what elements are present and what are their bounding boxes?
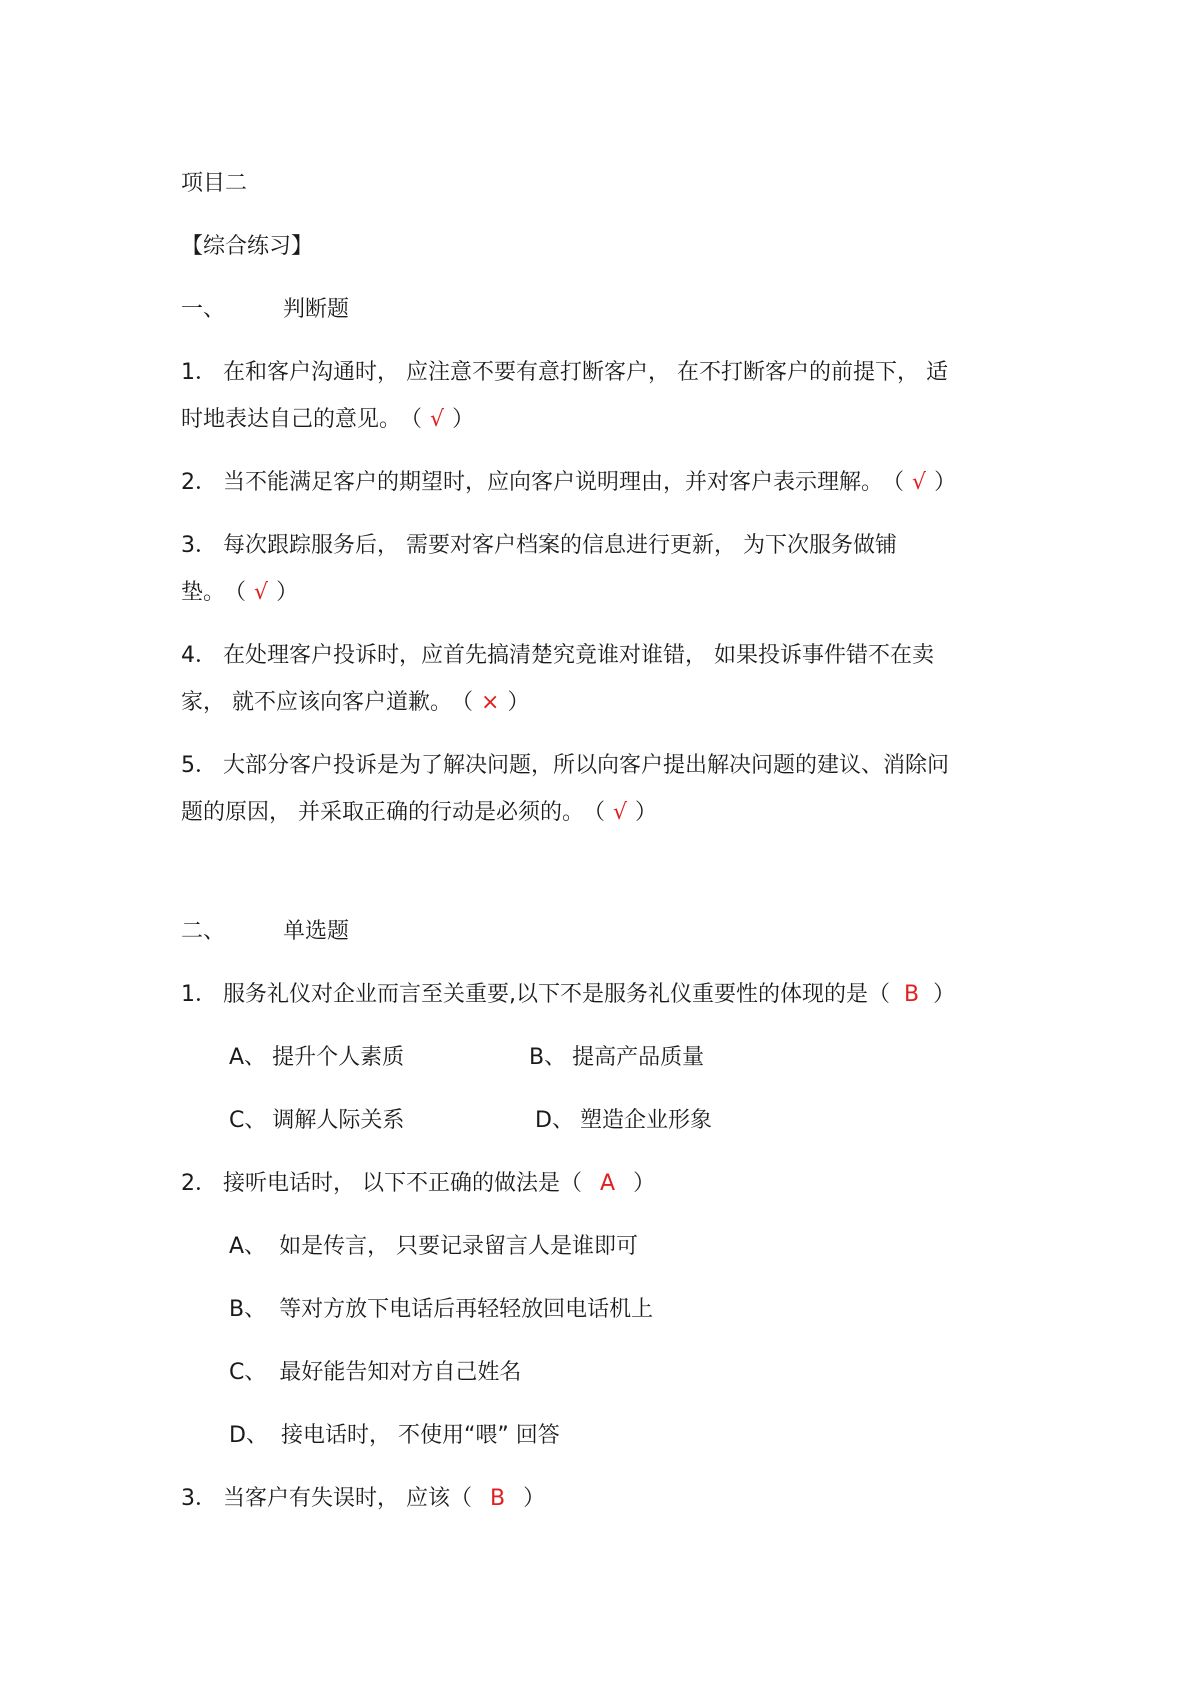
part1-heading bbox=[181, 286, 1021, 333]
tf-question-4-number: 4． bbox=[181, 643, 217, 668]
project-title: 项目二 bbox=[181, 171, 248, 196]
option-letter: B、 bbox=[529, 1045, 567, 1070]
mc-question-2-option-d bbox=[181, 1412, 1021, 1459]
paren-open: （ bbox=[450, 1486, 473, 1511]
part1-title: 判断题 bbox=[283, 297, 350, 322]
paren-open: （ bbox=[235, 580, 247, 605]
paren-close: ） bbox=[507, 690, 530, 715]
mc-question-1-number: 1． bbox=[181, 982, 217, 1007]
tf-question-5-text-line1: 大部分客户投诉是为了解决问题，所以向客户提出解决问题的建议、消除问 bbox=[223, 753, 950, 778]
mc-question-1-text: 服务礼仪对企业而言至关重要,以下不是服务礼仪重要性的体现的是 bbox=[223, 982, 868, 1007]
tf-question-1-text-line1: 在和客户沟通时， 应注意不要有意打断客户， 在不打断客户的前提下， 适 bbox=[223, 360, 948, 385]
tf-question-2-text-line1: 当不能满足客户的期望时，应向客户说明理由，并对客户表示理解。 bbox=[223, 470, 884, 495]
option-letter: A、 bbox=[229, 1045, 267, 1070]
paren-close: ） bbox=[452, 407, 475, 432]
option-letter: A、 bbox=[229, 1234, 267, 1259]
tf-answer-4: × bbox=[481, 690, 500, 715]
tf-question-2-line1 bbox=[181, 459, 1021, 506]
paren-close: ） bbox=[523, 1486, 546, 1511]
tf-question-1-line2 bbox=[181, 396, 1021, 443]
tf-question-4-line2 bbox=[181, 679, 1021, 726]
option-text: 塑造企业形象 bbox=[579, 1108, 712, 1133]
option-text: 接电话时， 不使用“喂” 回答 bbox=[280, 1423, 560, 1448]
paren-close: ） bbox=[633, 1171, 656, 1196]
mc-question-2 bbox=[181, 1160, 1021, 1207]
paren-close: ） bbox=[934, 470, 957, 495]
option-letter: C、 bbox=[229, 1108, 267, 1133]
mc-question-2-option-c bbox=[181, 1349, 1021, 1396]
paren-open: （ bbox=[462, 690, 474, 715]
tf-question-5-number: 5． bbox=[181, 753, 217, 778]
paren-close: ） bbox=[276, 580, 299, 605]
section-title: 【综合练习】 bbox=[181, 234, 314, 259]
paren-open: （ bbox=[893, 470, 905, 495]
part2-numeral: 二、 bbox=[181, 919, 226, 944]
mc-answer-3: B bbox=[490, 1486, 506, 1511]
option-text: 如是传言， 只要记录留言人是谁即可 bbox=[279, 1234, 639, 1259]
tf-question-1-text-line2: 时地表达自己的意见。 bbox=[181, 407, 402, 432]
mc-question-3 bbox=[181, 1475, 1021, 1522]
option-letter: C、 bbox=[229, 1360, 267, 1385]
tf-question-2-number: 2． bbox=[181, 470, 217, 495]
tf-answer-5: √ bbox=[613, 800, 628, 825]
tf-question-3-text-line1: 每次跟踪服务后， 需要对客户档案的信息进行更新， 为下次服务做铺 bbox=[223, 533, 897, 558]
option-text: 最好能告知对方自己姓名 bbox=[279, 1360, 522, 1385]
option-item bbox=[229, 1097, 529, 1144]
option-text: 等对方放下电话后再轻轻放回电话机上 bbox=[279, 1297, 654, 1322]
mc-question-2-number: 2． bbox=[181, 1171, 217, 1196]
mc-question-1-options-row2 bbox=[181, 1097, 1021, 1144]
option-item bbox=[535, 1097, 712, 1144]
tf-question-4-text-line1: 在处理客户投诉时，应首先搞清楚究竟谁对谁错， 如果投诉事件错不在卖 bbox=[223, 643, 934, 668]
paren-open: （ bbox=[560, 1171, 583, 1196]
tf-question-3-number: 3． bbox=[181, 533, 217, 558]
option-text: 提高产品质量 bbox=[572, 1045, 705, 1070]
paren-open: （ bbox=[868, 982, 891, 1007]
tf-answer-2: √ bbox=[912, 470, 927, 495]
mc-answer-1: B bbox=[904, 982, 920, 1007]
tf-question-5-text-line2: 题的原因， 并采取正确的行动是必须的。 bbox=[181, 800, 584, 825]
tf-question-3-line2 bbox=[181, 569, 1021, 616]
option-letter: B、 bbox=[229, 1297, 267, 1322]
option-item bbox=[229, 1034, 529, 1081]
document-page bbox=[181, 160, 1021, 1522]
tf-question-1-number: 1． bbox=[181, 360, 217, 385]
option-item bbox=[529, 1034, 704, 1081]
mc-question-1 bbox=[181, 971, 1021, 1018]
mc-question-2-option-b bbox=[181, 1286, 1021, 1333]
part2-title: 单选题 bbox=[283, 919, 350, 944]
tf-question-4-line1 bbox=[181, 632, 1021, 679]
paren-close: ） bbox=[635, 800, 658, 825]
option-letter: D、 bbox=[535, 1108, 574, 1133]
tf-question-1-line1 bbox=[181, 349, 1021, 396]
option-letter: D、 bbox=[229, 1423, 268, 1448]
tf-answer-3: √ bbox=[254, 580, 269, 605]
tf-question-5-line2 bbox=[181, 789, 1021, 836]
tf-answer-1: √ bbox=[430, 407, 445, 432]
option-text: 调解人际关系 bbox=[272, 1108, 405, 1133]
paren-open: （ bbox=[411, 407, 423, 432]
mc-answer-2: A bbox=[600, 1171, 616, 1196]
paren-close: ） bbox=[933, 982, 956, 1007]
tf-question-5-line1 bbox=[181, 742, 1021, 789]
mc-question-3-number: 3． bbox=[181, 1486, 217, 1511]
tf-question-4-text-line2: 家， 就不应该向客户道歉。 bbox=[181, 690, 452, 715]
mc-question-3-text: 当客户有失误时， 应该 bbox=[223, 1486, 450, 1511]
part1-numeral: 一、 bbox=[181, 297, 226, 322]
part2-heading bbox=[181, 908, 1021, 955]
tf-question-3-text-line2: 垫。 bbox=[181, 580, 226, 605]
mc-question-2-option-a bbox=[181, 1223, 1021, 1270]
paren-open: （ bbox=[594, 800, 606, 825]
mc-question-2-text: 接听电话时， 以下不正确的做法是 bbox=[223, 1171, 560, 1196]
tf-question-3-line1 bbox=[181, 522, 1021, 569]
mc-question-1-options-row1 bbox=[181, 1034, 1021, 1081]
option-text: 提升个人素质 bbox=[272, 1045, 405, 1070]
